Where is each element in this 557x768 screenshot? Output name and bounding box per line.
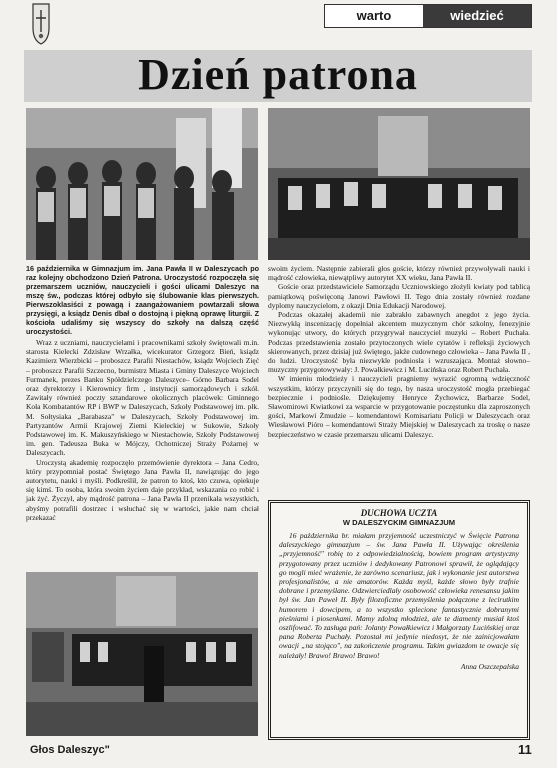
section-tab-right: wiedzieć [423, 5, 531, 27]
photo-students-in-church [26, 108, 258, 260]
article-title: Dzień patrona [138, 50, 418, 99]
article-paragraph: Goście oraz przedstawiciele Samorządu Uczniowskiego złożyli kwiaty pod tablicą pamiątkową poświęconą Janowi Pawłowi II. Tego dnia zostały również rozdane dyplomy nauczycielom, z okazji Dnia Edukacji Narodowej. [268, 282, 530, 310]
sidebar-box [268, 500, 530, 740]
publication-name: Głos Daleszyc" [30, 744, 110, 756]
sidebar-box-subtitle: W DALESZYCKIM GIMNAZJUM [342, 518, 456, 527]
article-paragraph: Podczas okazałej akademii nie zabrakło zabawnych anegdot z jego życia. Niezwykłą inscenizację dopełniał akcentem muzycznym chór szkolny, fenezyjnie wykonując utwory, do których przygrywał nauczyciel muzyki – Robert Puchała. Podczas przedstawienia zostało przytoczonych wiele cytatów i refleksji życiowych skierowanych, przez dzisiaj już świętego, jakże cudownego człowieka – Jana Pawła II , do ludzi. Uroczystość była niezwykle podniosła i wzruszająca. Montaż słowno– muzyczny przygotowywały: J. Powałkiewicz i M. Lucińska oraz Robert Puchała. [268, 310, 530, 375]
article-paragraph: swoim życiem. Następnie zabierali głos goście, którzy również przywoływali nauki i mądrość człowieka, niewątpliwy autorytet XX wieku, Jana Pawła II. [268, 264, 530, 283]
right-article-column [268, 264, 530, 439]
section-tab-left: warto [325, 5, 423, 27]
sidebar-box-title: DUCHOWA UCZTA [360, 508, 438, 518]
article-paragraph: Uroczystą akademię rozpoczęło przemówienie dyrektora – Jana Cedro, który przypomniał postać Świętego Jana Pawła II, nawiązując do jego autorytetu, nauki i myśli. Podkreślił, że patron to ktoś, kto czuwa, opiekuje się kimś. To osoba, która swoim życiem daje przykład, wskazania co robić i jak żyć. Życzył, aby mądrość patrona – Jana Pawła II przenikała wszystkich, abyśmy potrafili dostrzec i wsłuchać się w wartości, jakie nam chciał przekazać [26, 457, 259, 522]
section-tab [324, 4, 532, 28]
left-article-column [26, 264, 259, 522]
article-lead: 16 października w Gimnazjum im. Jana Pawła II w Daleszycach po raz kolejny obchodzono Dzień Patrona. Uroczystość rozpoczęła się przemarszem uczniów, nauczycieli i gości ulicami Daleszyc na mszę św., podczas której odbyło się ślubowanie klas pierwszych. Pierwszoklasiści z powagą i zaangażowaniem powtarzali słowa przysięgi, a ksiądz Denis dbał o dostojną i piękną oprawę liturgii. Z kościoła udaliśmy się wszyscy do szkoły na dalszą część uroczystości. [26, 264, 259, 336]
page-number: 11 [518, 742, 532, 757]
coat-of-arms-logo [31, 2, 51, 46]
article-paragraph: Wraz z uczniami, nauczycielami i pracownikami szkoły świętowali m.in. starosta Kielecki Zdzisław Wrzałka, wicekurator Grzegorz Bień, ksiądz Kazimierz Wierzbicki – proboszcz Parafii Niestachów, ksiądz Wojciech Zięć – proboszcz Parafii Szczecno, burmistrz Miasta i Gminy Daleszyce Wojciech Furmanek, prezes Banku Spółdzielczego Daleszyce– Górno Barbara Sodel oraz dyrektorzy i Kierownicy firm , instytucji samorządowych i szkół. Zawitały również poczty sztandarowe okolicznych placówek: Gminnego Koła Kombatantów RP i BWP w Daleszycach, Szkoły Podstawowej im. płk. M. Sołtysiaka „Barabasza" w Daleszycach, Szkoły Podstawowej im. Partyzantów Armii Krajowej Ziemi Kieleckiej w Sukowie, Szkoły Podstawowej im. K. Makuszyńskiego w Niestachowie, Szkoły Podstawowej im. gen. Tadeusza Buka w Mójczy, Ochotniczej Straży Pożarnej w Daleszycach. [26, 338, 259, 458]
sidebar-box-signature: Anna Oszczepalska [460, 661, 519, 671]
sidebar-box-text: 16 października br. miałam przyjemność uczestniczyć w Święcie Patrona daleszyckiego gimnazjum – św. Jana Pawła II. Używając określenia „przyjemność" robię to z odpowiedzialnością, bowiem program artystyczny przygotowany przez uczniów i dedykowany Patronowi sprawił, że oglądający go mogli mieć wrażenie, że zarówno scenariusz, jak i wykonanie jest autorstwa profesjonalistów, a nie amatorów. Każda myśl, każde słowo były trafnie dobrane i przemyślane. Odzwierciedlały osobowość człowieka renesansu jakim był św. Jan Paweł II. Były filozoficzne przemyślenia połączone z lecirutkim humorem i dowcipem, a to wszystko splecione fantastycznie dobranymi pieśniami i piosenkami. Mamy zdolną młodzież, ale te diamenty musiał ktoś oszlifować. To zasługa pań: Jolanty Powałkiewicz i Małgorzaty Lucińskiej oraz pana Roberta Puchały. Pozostał mi jedynie niedosyt, że nie zainicjowałam owacji „na stojąco", na zakończenie programu. Takim gwiazdom te owacje się należały! Brawo! Brawo! Brawo! [279, 531, 519, 660]
article-paragraph: W imieniu młodzieży i nauczycieli pragniemy wyrazić ogromną wdzięczność wszystkim, którzy przyczynili się do tego, by nasza uroczystość mogła przebiegać bezpiecznie i podniośle. Dziękujemy Henryce Żychowicz, Barbarze Sodel, Sławomirowi Kwiatkowi za wsparcie w przygotowanie poczęstunku dla zaproszonych gości, Markowi Żmudzie – komendantowi Komisariatu Policji w Daleszycach oraz Wiesławowi Pióro – komendantowi Straży Miejskiej w Daleszycach za troskę o nasze bezpieczeństwo w czasie przemarszu ulicami Daleszyc. [268, 374, 530, 439]
photo-assembly-speech [26, 572, 258, 736]
photo-school-choir [268, 108, 530, 260]
